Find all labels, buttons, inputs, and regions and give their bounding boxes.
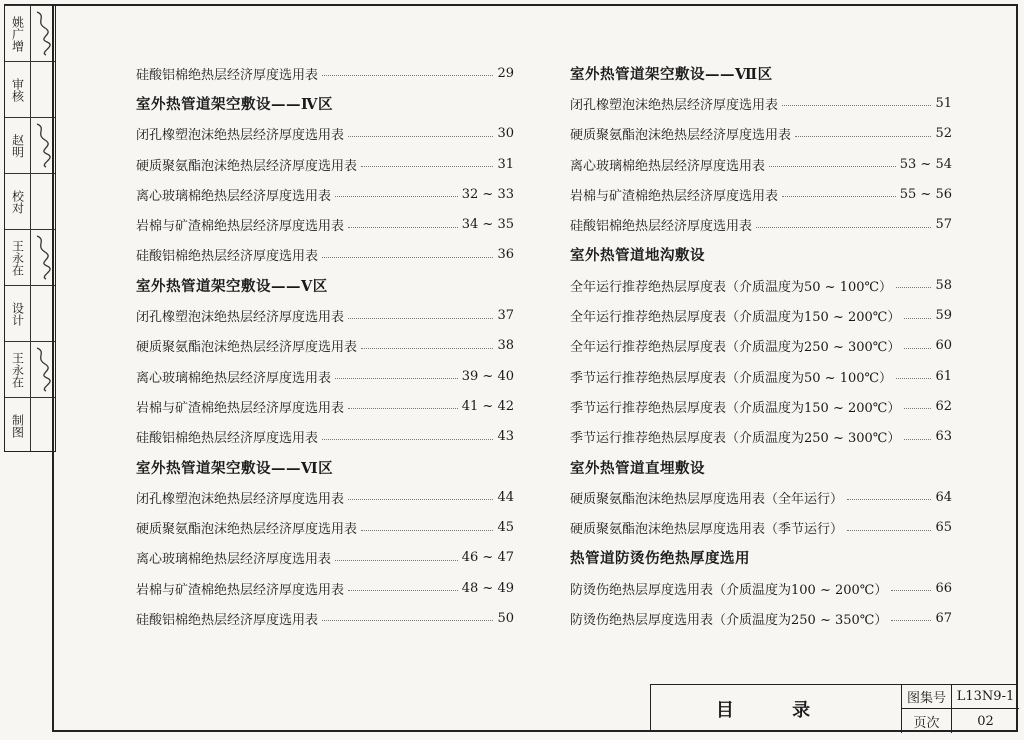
toc-leader-dots (322, 256, 493, 258)
toc-entry (570, 209, 952, 239)
toc-entry-title: 离心玻璃棉绝热层经济厚度选用表 (136, 188, 332, 204)
toc-leader-dots (756, 226, 931, 228)
toc-entry-title: 硬质聚氨酯泡沫绝热层经济厚度选用表 (136, 340, 358, 356)
title-block (650, 684, 1018, 732)
toc-entry (136, 240, 514, 270)
toc-entry (136, 209, 514, 239)
toc-page-number: 46 ~ 47 (461, 550, 514, 566)
toc-entry-title: 全年运行推荐绝热层厚度表（介质温度为150 ~ 200℃） (570, 310, 901, 326)
toc-entry-title: 硅酸铝棉绝热层经济厚度选用表 (136, 431, 319, 447)
signature-cell (5, 397, 55, 453)
toc-leader-dots (769, 165, 896, 167)
toc-page-number: 67 (935, 610, 952, 626)
toc-left-column (136, 58, 514, 634)
toc-right-column (570, 58, 952, 634)
toc-leader-dots (782, 195, 896, 197)
toc-leader-dots (847, 498, 931, 500)
toc-entry-title: 硬质聚氨酯泡沫绝热层厚度选用表（季节运行） (570, 522, 844, 538)
toc-page-number: 44 (497, 489, 514, 505)
handwritten-signature (31, 8, 53, 59)
toc-entry-title: 岩棉与矿渣棉绝热层经济厚度选用表 (570, 188, 779, 204)
toc-leader-dots (904, 407, 931, 409)
toc-leader-dots (361, 347, 493, 349)
toc-leader-dots (904, 438, 931, 440)
toc-page-number: 52 (935, 126, 952, 142)
toc-leader-dots (335, 559, 458, 561)
toc-entry-title: 硬质聚氨酯泡沫绝热层经济厚度选用表 (136, 522, 358, 538)
toc-entry-title: 季节运行推荐绝热层厚度表（介质温度为50 ~ 100℃） (570, 370, 893, 386)
toc-entry-title: 岩棉与矿渣棉绝热层经济厚度选用表 (136, 400, 345, 416)
toc-entry (136, 119, 514, 149)
toc-page-number: 39 ~ 40 (461, 368, 514, 384)
toc-section-heading (570, 58, 952, 88)
title-block-title: 目 录 (715, 699, 837, 721)
toc-page-number: 57 (935, 217, 952, 233)
toc-leader-dots (322, 74, 493, 76)
toc-entry (136, 179, 514, 209)
toc-entry (570, 391, 952, 421)
toc-page-number: 51 (935, 95, 952, 111)
toc-entry (136, 331, 514, 361)
toc-leader-dots (322, 619, 493, 621)
handwritten-signature (31, 120, 53, 171)
toc-page-number: 64 (935, 489, 952, 505)
toc-entry-title: 季节运行推荐绝热层厚度表（介质温度为250 ~ 300℃） (570, 431, 901, 447)
toc-entry-title: 全年运行推荐绝热层厚度表（介质温度为250 ~ 300℃） (570, 340, 901, 356)
toc-page-number: 30 (497, 126, 514, 142)
signature-label: 王永在 (10, 351, 25, 388)
toc-entry-title: 离心玻璃棉绝热层经济厚度选用表 (136, 370, 332, 386)
signature-cell (5, 117, 55, 173)
toc-page-number: 32 ~ 33 (461, 186, 514, 202)
toc-page-number: 58 (935, 277, 952, 293)
toc-entry (136, 512, 514, 542)
toc-leader-dots (348, 317, 493, 319)
toc-entry (136, 543, 514, 573)
toc-entry-title: 全年运行推荐绝热层厚度表（介质温度为50 ~ 100℃） (570, 279, 893, 295)
signature-cell (5, 5, 55, 61)
toc-entry (570, 361, 952, 391)
toc-page-number: 66 (935, 580, 952, 596)
toc-section-heading (570, 452, 952, 482)
toc-leader-dots (891, 619, 931, 621)
toc-entry (570, 149, 952, 179)
page-number-label: 页次 (901, 709, 951, 733)
toc-leader-dots (904, 317, 931, 319)
section-heading-text: 室外热管道架空敷设——Ⅵ区 (136, 459, 334, 477)
toc-entry (570, 179, 952, 209)
toc-entry (136, 391, 514, 421)
toc-entry (570, 331, 952, 361)
toc-page-number: 55 ~ 56 (899, 186, 952, 202)
toc-entry (570, 119, 952, 149)
toc-entry (570, 270, 952, 300)
toc-entry-title: 硬质聚氨酯泡沫绝热层厚度选用表（全年运行） (570, 491, 844, 507)
toc-entry (570, 603, 952, 633)
section-heading-text: 室外热管道架空敷设——Ⅶ区 (570, 65, 773, 83)
section-heading-text: 热管道防烫伤绝热厚度选用 (570, 550, 750, 568)
section-heading-text: 室外热管道架空敷设——Ⅴ区 (136, 277, 328, 295)
toc-leader-dots (322, 438, 493, 440)
signature-column (4, 4, 56, 452)
toc-entry (136, 58, 514, 88)
toc-entry (136, 482, 514, 512)
toc-page-number: 61 (935, 368, 952, 384)
toc-entry-title: 闭孔橡塑泡沫绝热层经济厚度选用表 (136, 128, 345, 144)
signature-label: 王永在 (10, 239, 25, 276)
signature-cell (5, 341, 55, 397)
signature-cell (5, 285, 55, 341)
toc-entry-title: 硅酸铝棉绝热层经济厚度选用表 (136, 612, 319, 628)
handwritten-signature (31, 344, 53, 395)
toc-leader-dots (782, 104, 931, 106)
section-heading-text: 室外热管道地沟敷设 (570, 247, 705, 265)
toc-entry-title: 岩棉与矿渣棉绝热层经济厚度选用表 (136, 219, 345, 235)
toc-leader-dots (795, 135, 931, 137)
page-number: 02 (951, 709, 1019, 733)
signature-cell (5, 61, 55, 117)
toc-page-number: 50 (497, 610, 514, 626)
toc-page-number: 43 (497, 429, 514, 445)
toc-page-number: 45 (497, 520, 514, 536)
toc-entry-title: 硅酸铝棉绝热层经济厚度选用表 (570, 219, 753, 235)
toc-leader-dots (335, 377, 458, 379)
toc-section-heading (570, 240, 952, 270)
atlas-number-label: 图集号 (901, 685, 951, 709)
toc-entry-title: 闭孔橡塑泡沫绝热层经济厚度选用表 (136, 310, 345, 326)
toc-page-number: 63 (935, 429, 952, 445)
toc-entry-title: 硬质聚氨酯泡沫绝热层经济厚度选用表 (136, 158, 358, 174)
signature-label: 设计 (10, 301, 25, 326)
toc-entry (570, 422, 952, 452)
toc-page-number: 38 (497, 338, 514, 354)
toc-leader-dots (335, 195, 458, 197)
toc-entry (136, 422, 514, 452)
signature-label: 姚广增 (10, 15, 25, 52)
toc-page-number: 62 (935, 398, 952, 414)
toc-entry (570, 573, 952, 603)
toc-entry-title: 防烫伤绝热层厚度选用表（介质温度为250 ~ 350℃） (570, 612, 888, 628)
signature-cell (5, 173, 55, 229)
toc-entry (570, 512, 952, 542)
toc-page-number: 29 (497, 65, 514, 81)
toc-section-heading (570, 543, 952, 573)
toc-entry (570, 482, 952, 512)
toc-page-number: 59 (935, 308, 952, 324)
toc-section-heading (136, 88, 514, 118)
toc-page-number: 34 ~ 35 (461, 217, 514, 233)
toc-leader-dots (904, 347, 931, 349)
signature-label: 审核 (10, 77, 25, 102)
atlas-number: L13N9-1 (951, 685, 1019, 709)
toc-entry-title: 硬质聚氨酯泡沫绝热层经济厚度选用表 (570, 128, 792, 144)
toc-entry (136, 603, 514, 633)
section-heading-text: 室外热管道直埋敷设 (570, 459, 705, 477)
toc-leader-dots (896, 377, 931, 379)
toc-entry (136, 149, 514, 179)
toc-page-number: 41 ~ 42 (461, 398, 514, 414)
toc-page-number: 65 (935, 520, 952, 536)
toc-leader-dots (348, 407, 458, 409)
toc-entry-title: 硅酸铝棉绝热层经济厚度选用表 (136, 249, 319, 265)
toc-leader-dots (348, 498, 493, 500)
toc-page-number: 53 ~ 54 (899, 156, 952, 172)
toc-entry-title: 季节运行推荐绝热层厚度表（介质温度为150 ~ 200℃） (570, 400, 901, 416)
toc-page-number: 48 ~ 49 (461, 580, 514, 596)
signature-label: 赵明 (10, 133, 25, 158)
toc-page-number: 36 (497, 247, 514, 263)
toc-entry (570, 88, 952, 118)
toc-page-number: 37 (497, 308, 514, 324)
signature-label: 制图 (10, 413, 25, 438)
signature-cell (5, 229, 55, 285)
toc-entry (136, 573, 514, 603)
toc-section-heading (136, 452, 514, 482)
toc-leader-dots (896, 286, 931, 288)
toc-entry (136, 361, 514, 391)
toc-leader-dots (361, 529, 493, 531)
toc-entry-title: 防烫伤绝热层厚度选用表（介质温度为100 ~ 200℃） (570, 582, 888, 598)
signature-label: 校对 (10, 189, 25, 214)
handwritten-signature (31, 232, 53, 283)
toc-entry (570, 300, 952, 330)
toc-leader-dots (361, 165, 493, 167)
toc-leader-dots (348, 589, 458, 591)
toc-entry (136, 300, 514, 330)
toc-leader-dots (348, 226, 458, 228)
toc-leader-dots (847, 529, 931, 531)
toc-entry-title: 岩棉与矿渣棉绝热层经济厚度选用表 (136, 582, 345, 598)
toc-entry-title: 离心玻璃棉绝热层经济厚度选用表 (570, 158, 766, 174)
section-heading-text: 室外热管道架空敷设——Ⅳ区 (136, 95, 333, 113)
toc-entry-title: 硅酸铝棉绝热层经济厚度选用表 (136, 67, 319, 83)
toc-page-number: 60 (935, 338, 952, 354)
toc-entry-title: 闭孔橡塑泡沫绝热层经济厚度选用表 (570, 97, 779, 113)
toc-entry-title: 闭孔橡塑泡沫绝热层经济厚度选用表 (136, 491, 345, 507)
toc-page-number: 31 (497, 156, 514, 172)
toc-entry-title: 离心玻璃棉绝热层经济厚度选用表 (136, 552, 332, 568)
toc-leader-dots (891, 589, 931, 591)
toc-leader-dots (348, 135, 493, 137)
toc-section-heading (136, 270, 514, 300)
